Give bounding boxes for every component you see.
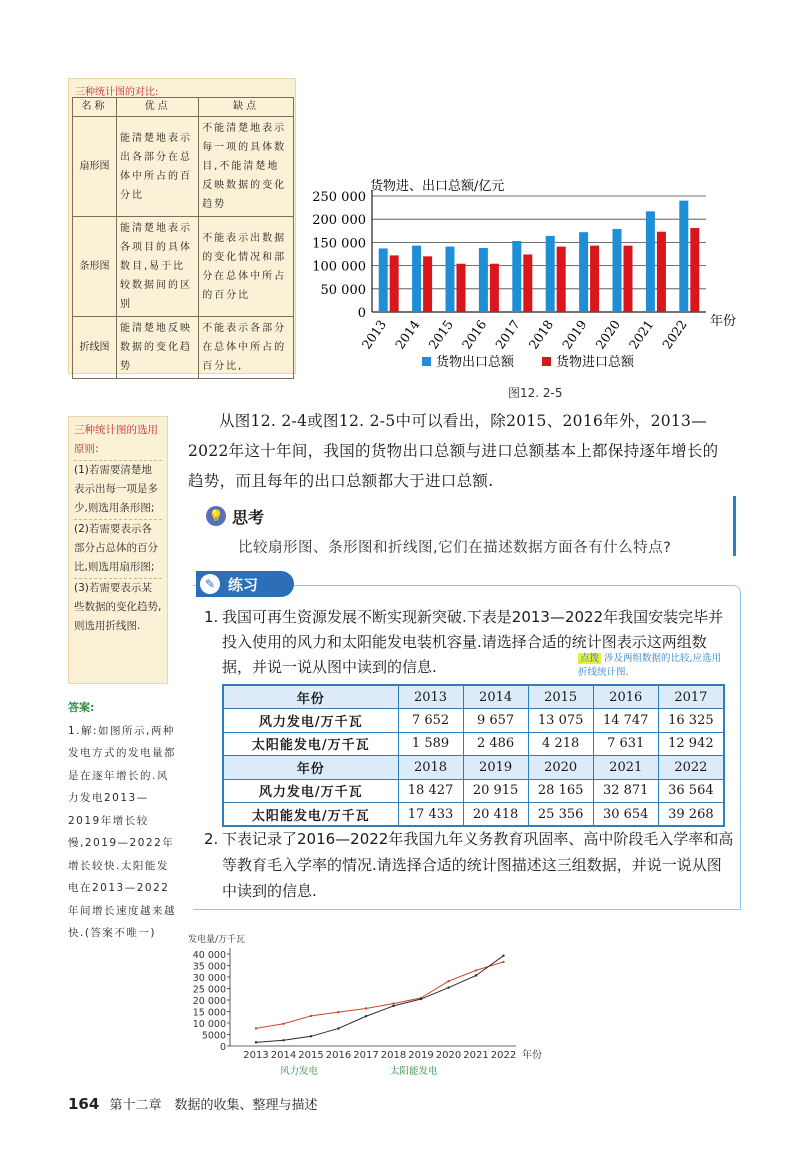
answer-heading: 答案: xyxy=(68,701,95,714)
data-point xyxy=(310,1015,312,1017)
exercise-label: 练习 xyxy=(228,576,259,594)
data-point xyxy=(310,1035,312,1037)
selection-principles-note xyxy=(68,416,168,684)
table-cell: 28 165 xyxy=(528,779,593,803)
data-point xyxy=(392,1005,394,1007)
pencil-icon: ✎ xyxy=(200,574,220,594)
note-heading: 三种统计图的选用原则: xyxy=(74,424,158,455)
table-row xyxy=(223,803,724,827)
y-tick-label: 200 000 xyxy=(312,213,366,229)
table-cell: 36 564 xyxy=(658,779,724,803)
table-row xyxy=(73,217,294,317)
x-tick-label: 2018 xyxy=(525,317,557,352)
question-text: 下表记录了2016—2022年我国九年义务教育巩固率、高中阶段毛入学率和高等教育毛入学率的情况.请选择合适的统计图描述这三组数据，并说一说从图中读到的信息. xyxy=(222,830,734,900)
bar xyxy=(557,247,566,312)
row-name: 扇形图 xyxy=(73,117,117,217)
data-point xyxy=(475,974,477,976)
y-tick-label: 30 000 xyxy=(192,973,226,984)
table-cell: 2019 xyxy=(463,756,528,780)
table-cell: 32 871 xyxy=(593,779,658,803)
legend-label: 太阳能发电 xyxy=(390,1066,438,1077)
comparison-title: 三种统计图的对比: xyxy=(75,87,159,98)
data-point xyxy=(255,1027,257,1029)
table-cell: 2015 xyxy=(528,685,593,709)
row-header-cell: 风力发电/万千瓦 xyxy=(223,709,398,733)
table-row xyxy=(223,779,724,803)
y-tick-label: 10 000 xyxy=(192,1019,226,1030)
table-row xyxy=(223,709,724,733)
x-tick-label: 2020 xyxy=(435,1050,462,1061)
table-cell: 14 747 xyxy=(593,709,658,733)
row-name: 条形图 xyxy=(73,217,117,317)
header-pros: 优点 xyxy=(117,98,199,117)
think-box xyxy=(196,496,736,556)
row-header-cell: 风力发电/万千瓦 xyxy=(223,779,398,803)
x-tick-label: 2014 xyxy=(270,1050,297,1061)
x-tick-label: 2022 xyxy=(659,317,690,352)
data-point xyxy=(475,969,477,971)
data-point xyxy=(337,1027,339,1029)
header-name: 名称 xyxy=(73,98,117,117)
table-cell: 2014 xyxy=(463,685,528,709)
data-point xyxy=(447,980,449,982)
x-tick-label: 2019 xyxy=(408,1050,434,1061)
x-tick-label: 2013 xyxy=(243,1050,269,1061)
power-data-table xyxy=(222,684,725,827)
table-cell: 2016 xyxy=(593,685,658,709)
row-header-cell: 太阳能发电/万千瓦 xyxy=(223,803,398,827)
y-tick-label: 25 000 xyxy=(192,984,226,996)
hint-tag: 点拨 xyxy=(580,653,600,664)
table-cell: 2 486 xyxy=(463,732,528,756)
table-cell: 7 652 xyxy=(398,709,463,733)
row-pros: 能清楚地反映数据的变化趋势 xyxy=(117,317,199,379)
table-cell: 12 942 xyxy=(658,732,724,756)
hint-note xyxy=(578,652,726,680)
y-tick-label: 40 000 xyxy=(192,950,226,961)
x-tick-label: 2021 xyxy=(463,1050,489,1061)
question-number: 2. xyxy=(204,830,219,848)
y-tick-label: 20 000 xyxy=(192,996,226,1007)
row-cons: 不能表示各部分在总体中所占的百分比, xyxy=(199,317,294,379)
lightbulb-icon: 💡 xyxy=(206,506,226,526)
data-point xyxy=(447,986,449,988)
table-cell: 17 433 xyxy=(398,803,463,827)
note-item: (2)若需要表示各部分占总体的百分比,则选用扇形图; xyxy=(74,519,162,577)
bar xyxy=(479,248,488,312)
table-cell: 2013 xyxy=(398,685,463,709)
note-item: (1)若需要清楚地表示出每一项是多少,则选用条形图; xyxy=(74,460,162,518)
y-tick-label: 50 000 xyxy=(320,282,366,298)
y-tick-label: 0 xyxy=(357,306,366,321)
bar xyxy=(624,246,633,312)
x-tick-label: 2019 xyxy=(559,317,590,352)
bar xyxy=(390,255,399,312)
legend-label: 风力发电 xyxy=(280,1066,319,1077)
bar xyxy=(579,232,588,312)
answer-text: 1.解:如图所示,两种发电方式的发电量都是在逐年增长的.风力发电2013—2019年增长较慢,2019—2022年增长较快.太阳能发电在2013—2022年间增长速度越来越快.(答案不唯一) xyxy=(68,724,176,939)
data-point xyxy=(255,1041,257,1043)
row-header-cell: 年份 xyxy=(223,685,398,709)
table-cell: 25 356 xyxy=(528,803,593,827)
chart-title: 发电量/万千瓦 xyxy=(188,935,246,945)
data-point xyxy=(502,954,504,956)
legend-label: 货物进口总额 xyxy=(556,355,635,370)
row-header-cell: 太阳能发电/万千瓦 xyxy=(223,732,398,756)
answer-note xyxy=(68,697,176,945)
bar xyxy=(590,246,599,312)
figure-caption: 图12. 2-5 xyxy=(508,386,563,400)
bar xyxy=(523,254,532,312)
header-cons: 缺点 xyxy=(199,98,294,117)
bar xyxy=(546,236,555,312)
table-row xyxy=(73,317,294,379)
row-pros: 能清楚地表示各项目的具体数目,易于比较数据间的区别 xyxy=(117,217,199,317)
y-tick-label: 250 000 xyxy=(312,190,366,205)
x-tick-label: 2021 xyxy=(625,317,657,352)
series-line xyxy=(256,962,504,1028)
x-tick-label: 2015 xyxy=(298,1050,324,1061)
y-tick-label: 35 000 xyxy=(192,961,226,973)
table-cell: 18 427 xyxy=(398,779,463,803)
bar xyxy=(490,264,499,312)
think-title: 思考 xyxy=(232,508,265,527)
table-cell: 20 915 xyxy=(463,779,528,803)
hint-text: 涉及两组数据的比较,应选用折线统计图. xyxy=(578,653,722,678)
bar xyxy=(646,211,655,312)
legend-label: 货物出口总额 xyxy=(436,355,515,370)
chapter-title: 第十二章 数据的收集、整理与描述 xyxy=(109,1098,318,1113)
comparison-table xyxy=(72,97,294,379)
table-row xyxy=(223,732,724,756)
y-tick-label: 100 000 xyxy=(312,259,366,275)
exercise-tab xyxy=(196,571,294,597)
row-name: 折线图 xyxy=(73,317,117,379)
table-cell: 13 075 xyxy=(528,709,593,733)
legend-swatch xyxy=(542,357,551,366)
row-cons: 不能清楚地表示每一项的具体数目,不能清楚地反映数据的变化趋势 xyxy=(199,117,294,217)
data-point xyxy=(282,1023,284,1025)
bar xyxy=(613,229,622,312)
think-question: 比较扇形图、条形图和折线图,它们在描述数据方面各有什么特点? xyxy=(238,540,672,556)
table-cell: 7 631 xyxy=(593,732,658,756)
table-cell: 20 418 xyxy=(463,803,528,827)
x-tick-label: 2016 xyxy=(325,1050,352,1061)
data-point xyxy=(365,1015,367,1017)
question-2 xyxy=(204,826,736,904)
x-tick-label: 2017 xyxy=(492,317,523,352)
table-cell: 4 218 xyxy=(528,732,593,756)
bar xyxy=(679,201,688,312)
bar xyxy=(457,264,466,312)
data-point xyxy=(365,1007,367,1009)
x-axis-label: 年份 xyxy=(710,314,737,329)
question-number: 1. xyxy=(204,608,219,626)
bar xyxy=(379,248,388,312)
note-item: (3)若需要表示某些数据的变化趋势,则选用折线图. xyxy=(74,578,162,636)
x-tick-label: 2022 xyxy=(490,1050,517,1061)
x-tick-label: 2014 xyxy=(392,317,423,352)
bar xyxy=(446,247,455,312)
page-number: 164 xyxy=(68,1095,100,1113)
table-cell: 30 654 xyxy=(593,803,658,827)
y-tick-label: 5000 xyxy=(201,1030,226,1042)
table-cell: 1 589 xyxy=(398,732,463,756)
row-pros: 能清楚地表示出各部分在总体中所占的百分比 xyxy=(117,117,199,217)
power-line-chart xyxy=(178,928,558,1080)
table-cell: 2018 xyxy=(398,756,463,780)
data-point xyxy=(502,961,504,963)
x-tick-label: 2017 xyxy=(353,1050,379,1061)
legend-swatch xyxy=(422,357,431,366)
table-cell: 2020 xyxy=(528,756,593,780)
series-line xyxy=(256,956,504,1043)
table-cell: 2017 xyxy=(658,685,724,709)
question-text: 我国可再生资源发展不断实现新突破.下表是2013—2022年我国安装完毕并投入使用的风力和太阳能发电装机容量.请选择合适的统计图表示这两组数据，并说一说从图中读到的信息. xyxy=(222,608,724,676)
data-point xyxy=(392,1002,394,1004)
x-tick-label: 2016 xyxy=(458,317,490,352)
table-row xyxy=(223,685,724,709)
body-paragraph: 从图12. 2-4或图12. 2-5中可以看出，除2015、2016年外，2013—2022年这十年间，我国的货物出口总额与进口总额基本上都保持逐年增长的趋势，而且每年的出口总额都大于进口总额. xyxy=(188,412,719,490)
y-tick-label: 15 000 xyxy=(192,1007,226,1019)
bar xyxy=(412,246,421,312)
trade-bar-chart xyxy=(300,172,770,382)
table-cell: 9 657 xyxy=(463,709,528,733)
bar xyxy=(423,256,432,312)
table-header-row xyxy=(73,98,294,117)
x-tick-label: 2018 xyxy=(380,1050,407,1061)
data-point xyxy=(282,1039,284,1041)
row-cons: 不能表示出数据的变化情况和部分在总体中所占的百分比 xyxy=(199,217,294,317)
table-cell: 16 325 xyxy=(658,709,724,733)
bar xyxy=(512,241,521,312)
x-tick-label: 2015 xyxy=(425,317,456,352)
chart-title: 货物进、出口总额/亿元 xyxy=(370,179,505,194)
table-row xyxy=(223,756,724,780)
bar xyxy=(690,228,699,312)
data-point xyxy=(337,1011,339,1013)
x-axis-label: 年份 xyxy=(522,1050,542,1061)
row-header-cell: 年份 xyxy=(223,756,398,780)
table-row xyxy=(73,117,294,217)
chart-comparison-panel xyxy=(68,78,296,374)
page-footer xyxy=(68,1094,317,1113)
y-tick-label: 150 000 xyxy=(312,236,366,252)
table-cell: 39 268 xyxy=(658,803,724,827)
table-cell: 2022 xyxy=(658,756,724,780)
data-point xyxy=(420,998,422,1000)
y-tick-label: 0 xyxy=(219,1042,226,1053)
bar xyxy=(657,232,666,312)
x-tick-label: 2013 xyxy=(358,317,390,352)
x-tick-label: 2020 xyxy=(592,317,623,352)
table-cell: 2021 xyxy=(593,756,658,780)
